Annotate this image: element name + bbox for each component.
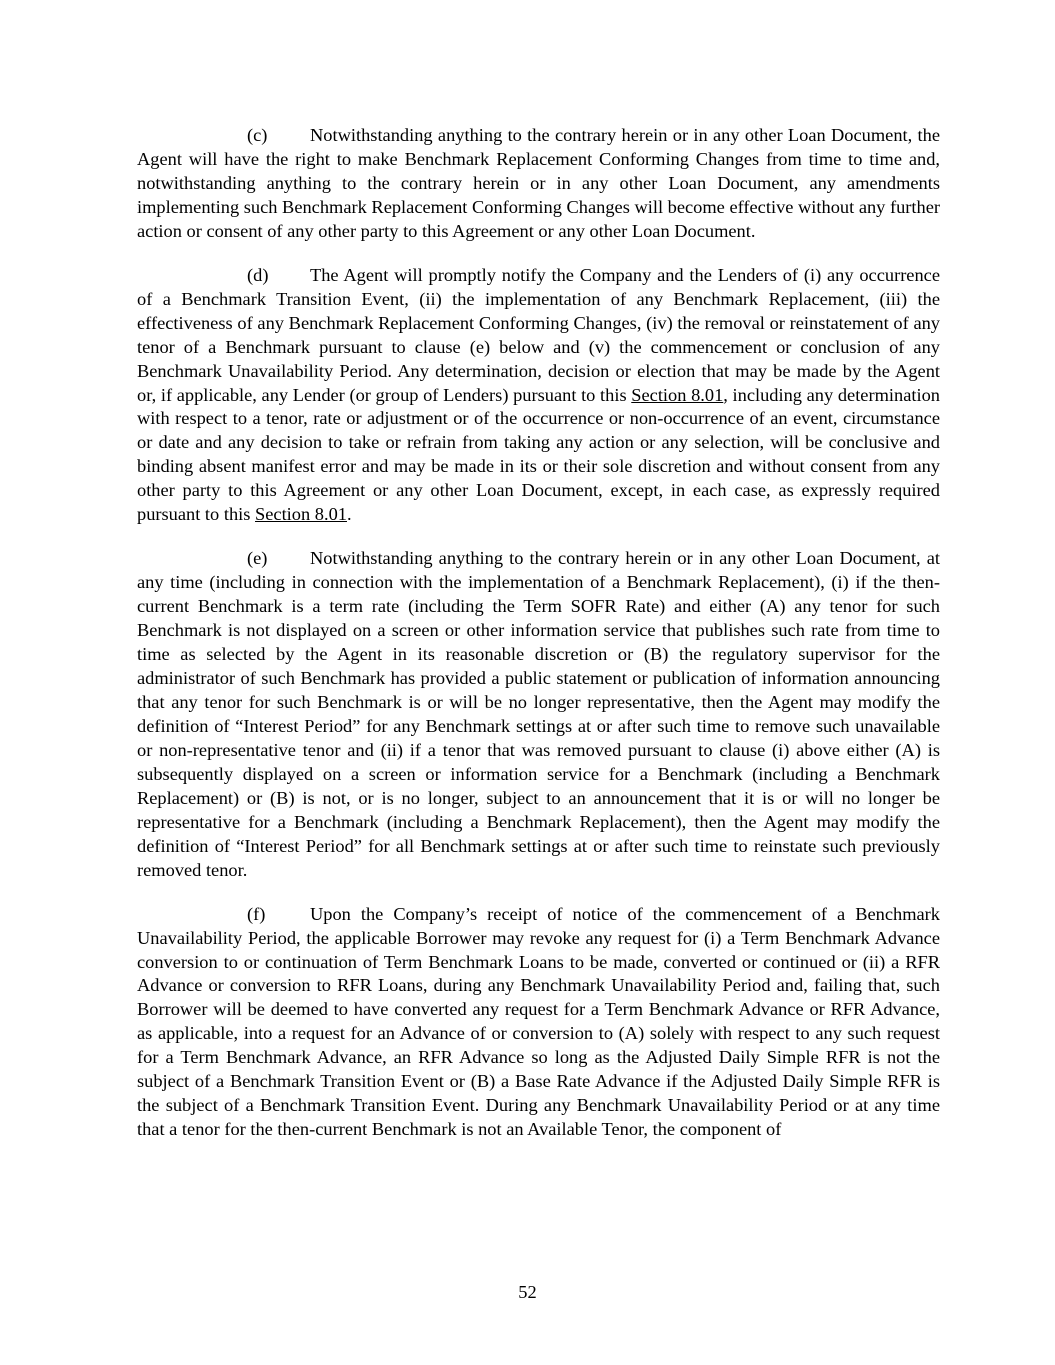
paragraph-text: The Agent will promptly notify the Company and the Lenders of (i) any occurrence of a Benchmark Transition Event, (ii) the implementation of any Benchmark Replacement, (iii) the effectiveness of any Benchmark Replacement Conforming Changes, (iv) the removal or reinstatement of any tenor of a Benchmark pursuant to clause (e) below and (v) the commencement or conclusion of any Benchmark Unavailability Period. Any determination, decision or election that may be made by the Agent or, if applicable, any Lender (or group of Lenders) pursuant to this (137, 264, 940, 405)
section-reference: Section 8.01 (255, 504, 347, 525)
paragraph-text: , including any determination with respect to a tenor, rate or adjustment or of the occurrence or non-occurrence of an event, circumstance or date and any decision to take or refrain from taking any action or any selection, will be conclusive and binding absent manifest error and may be made in its or their sole discretion and without consent from any other party to this Agreement or any other Loan Document, except, in each case, as expressly required pursuant to this (137, 384, 940, 525)
section-reference: Section 8.01 (631, 384, 724, 405)
paragraph-label: (d) (247, 264, 269, 285)
paragraph-text: Upon the Company’s receipt of notice of the commencement of a Benchmark Unavailability Period, the applicable Borrower may revoke any request for (i) a Term Benchmark Advance conversion to or continuation of Term Benchmark Loans to be made, converted or continued or (ii) a RFR Advance or conversion to RFR Loans, during any Benchmark Unavailability Period and, failing that, such Borrower will be deemed to have converted any request for a Term Benchmark Advance or RFR Advance, as applicable, into a request for an Advance of or conversion to (A) solely with respect to any such request for a Term Benchmark Advance, an RFR Advance so long as the Adjusted Daily Simple RFR is not the subject of a Benchmark Transition Event or (B) a Base Rate Advance if the Adjusted Daily Simple RFR is the subject of a Benchmark Transition Event. During any Benchmark Unavailability Period or at any time that a tenor for the then-current Benchmark is not an Available Tenor, the component of (137, 903, 940, 1140)
paragraph-text: Notwithstanding anything to the contrary herein or in any other Loan Document, at any time (including in connection with the implementation of a Benchmark Replacement), (i) if the then-current Benchmark is a term rate (including the Term SOFR Rate) and either (A) any tenor for such Benchmark is not displayed on a screen or other information service that publishes such rate from time to time as selected by the Agent in its reasonable discretion or (B) the regulatory supervisor for the administrator of such Benchmark has provided a public statement or publication of information announcing that any tenor for such Benchmark is or will be no longer representative, then the Agent may modify the definition of “Interest Period” for any Benchmark settings at or after such time to remove such unavailable or non-representative tenor and (ii) if a tenor that was removed pursuant to clause (i) above either (A) is subsequently displayed on a screen or information service for a Benchmark (including a Benchmark Replacement) or (B) is not, or is no longer, subject to an announcement that it is or will no longer be representative for a Benchmark (including a Benchmark Replacement), then the Agent may modify the definition of “Interest Period” for all Benchmark settings at or after such time to reinstate such previously removed tenor. (137, 548, 940, 880)
paragraph-label: (c) (247, 125, 268, 145)
paragraph-text: Notwithstanding anything to the contrary herein or in any other Loan Document, the Agent will have the right to make Benchmark Replacement Conforming Changes from time to time and, notwithstanding anything to the contrary herein or in any other Loan Document, any amendments implementing such Benchmark Replacement Conforming Changes will become effective without any further action or consent of any other party to this Agreement or any other Loan Document. (137, 125, 941, 241)
paragraph-d (137, 264, 940, 527)
paragraph-e (137, 547, 940, 882)
paragraph-label: (e) (247, 548, 268, 569)
paragraph-text: . (346, 504, 352, 525)
paragraph-c (137, 124, 940, 244)
paragraph-f (137, 903, 940, 1143)
document-body (137, 124, 940, 1162)
paragraph-label: (f) (247, 903, 266, 924)
page-number: 52 (518, 1282, 537, 1302)
